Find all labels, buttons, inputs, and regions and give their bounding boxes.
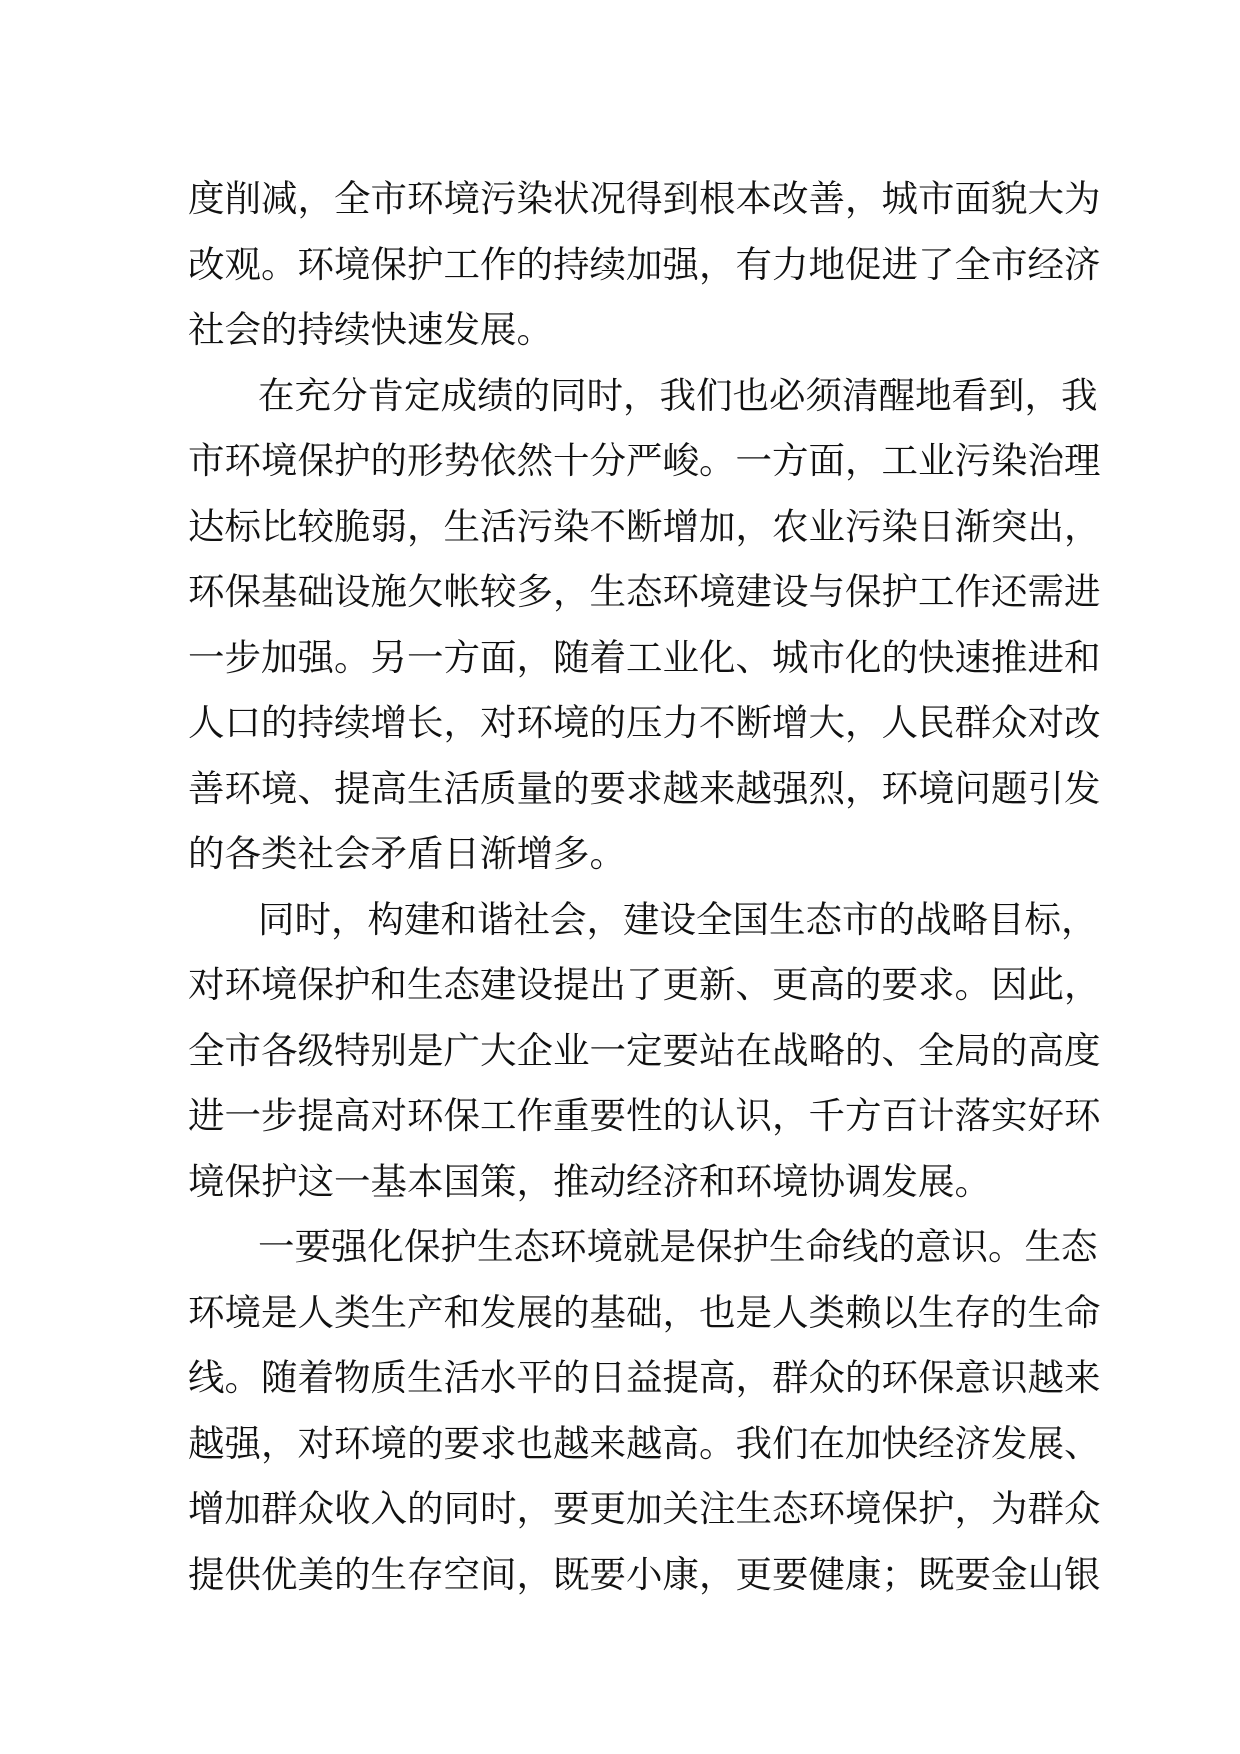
text-line: 善环境、提高生活质量的要求越来越强烈，环境问题引发 — [188, 766, 1101, 810]
paragraph-first-line: 在充分肯定成绩的同时，我们也必须清醒地看到，我 — [258, 373, 1098, 417]
text-line: 提供优美的生存空间，既要小康，更要健康；既要金山银 — [188, 1552, 1101, 1596]
text-line: 进一步提高对环保工作重要性的认识，千方百计落实好环 — [188, 1094, 1101, 1137]
text-line: 全市各级特别是广大企业一定要站在战略的、全局的高度 — [188, 1028, 1101, 1072]
text-line: 对环境保护和生态建设提出了更新、更高的要求。因此， — [188, 963, 1101, 1006]
paragraph-first-line: 同时，构建和谐社会，建设全国生态市的战略目标， — [258, 897, 1098, 941]
text-line: 境保护这一基本国策，推动经济和环境协调发展。 — [188, 1159, 991, 1203]
text-line: 达标比较脆弱，生活污染不断增加，农业污染日渐突出， — [188, 504, 1101, 548]
text-line: 线。随着物质生活水平的日益提高，群众的环保意识越来 — [188, 1356, 1101, 1399]
text-line: 改观。环境保护工作的持续加强，有力地促进了全市经济 — [188, 242, 1101, 286]
paragraph-first-line: 一要强化保护生态环境就是保护生命线的意识。生态 — [258, 1225, 1098, 1268]
body-text — [188, 166, 1101, 1607]
text-line: 度削减，全市环境污染状况得到根本改善，城市面貌大为 — [188, 177, 1101, 220]
text-line: 人口的持续增长，对环境的压力不断增大，人民群众对改 — [188, 701, 1101, 744]
text-line: 环境是人类生产和发展的基础，也是人类赖以生存的生命 — [188, 1290, 1101, 1334]
text-line: 越强，对环境的要求也越来越高。我们在加快经济发展、 — [188, 1421, 1101, 1465]
text-line: 社会的持续快速发展。 — [188, 308, 553, 351]
text-line: 环保基础设施欠帐较多，生态环境建设与保护工作还需进 — [188, 570, 1101, 613]
text-line: 的各类社会矛盾日渐增多。 — [188, 832, 626, 875]
text-line: 市环境保护的形势依然十分严峻。一方面，工业污染治理 — [188, 439, 1101, 482]
text-line: 增加群众收入的同时，要更加关注生态环境保护，为群众 — [188, 1487, 1101, 1530]
text-line: 一步加强。另一方面，随着工业化、城市化的快速推进和 — [188, 635, 1101, 679]
